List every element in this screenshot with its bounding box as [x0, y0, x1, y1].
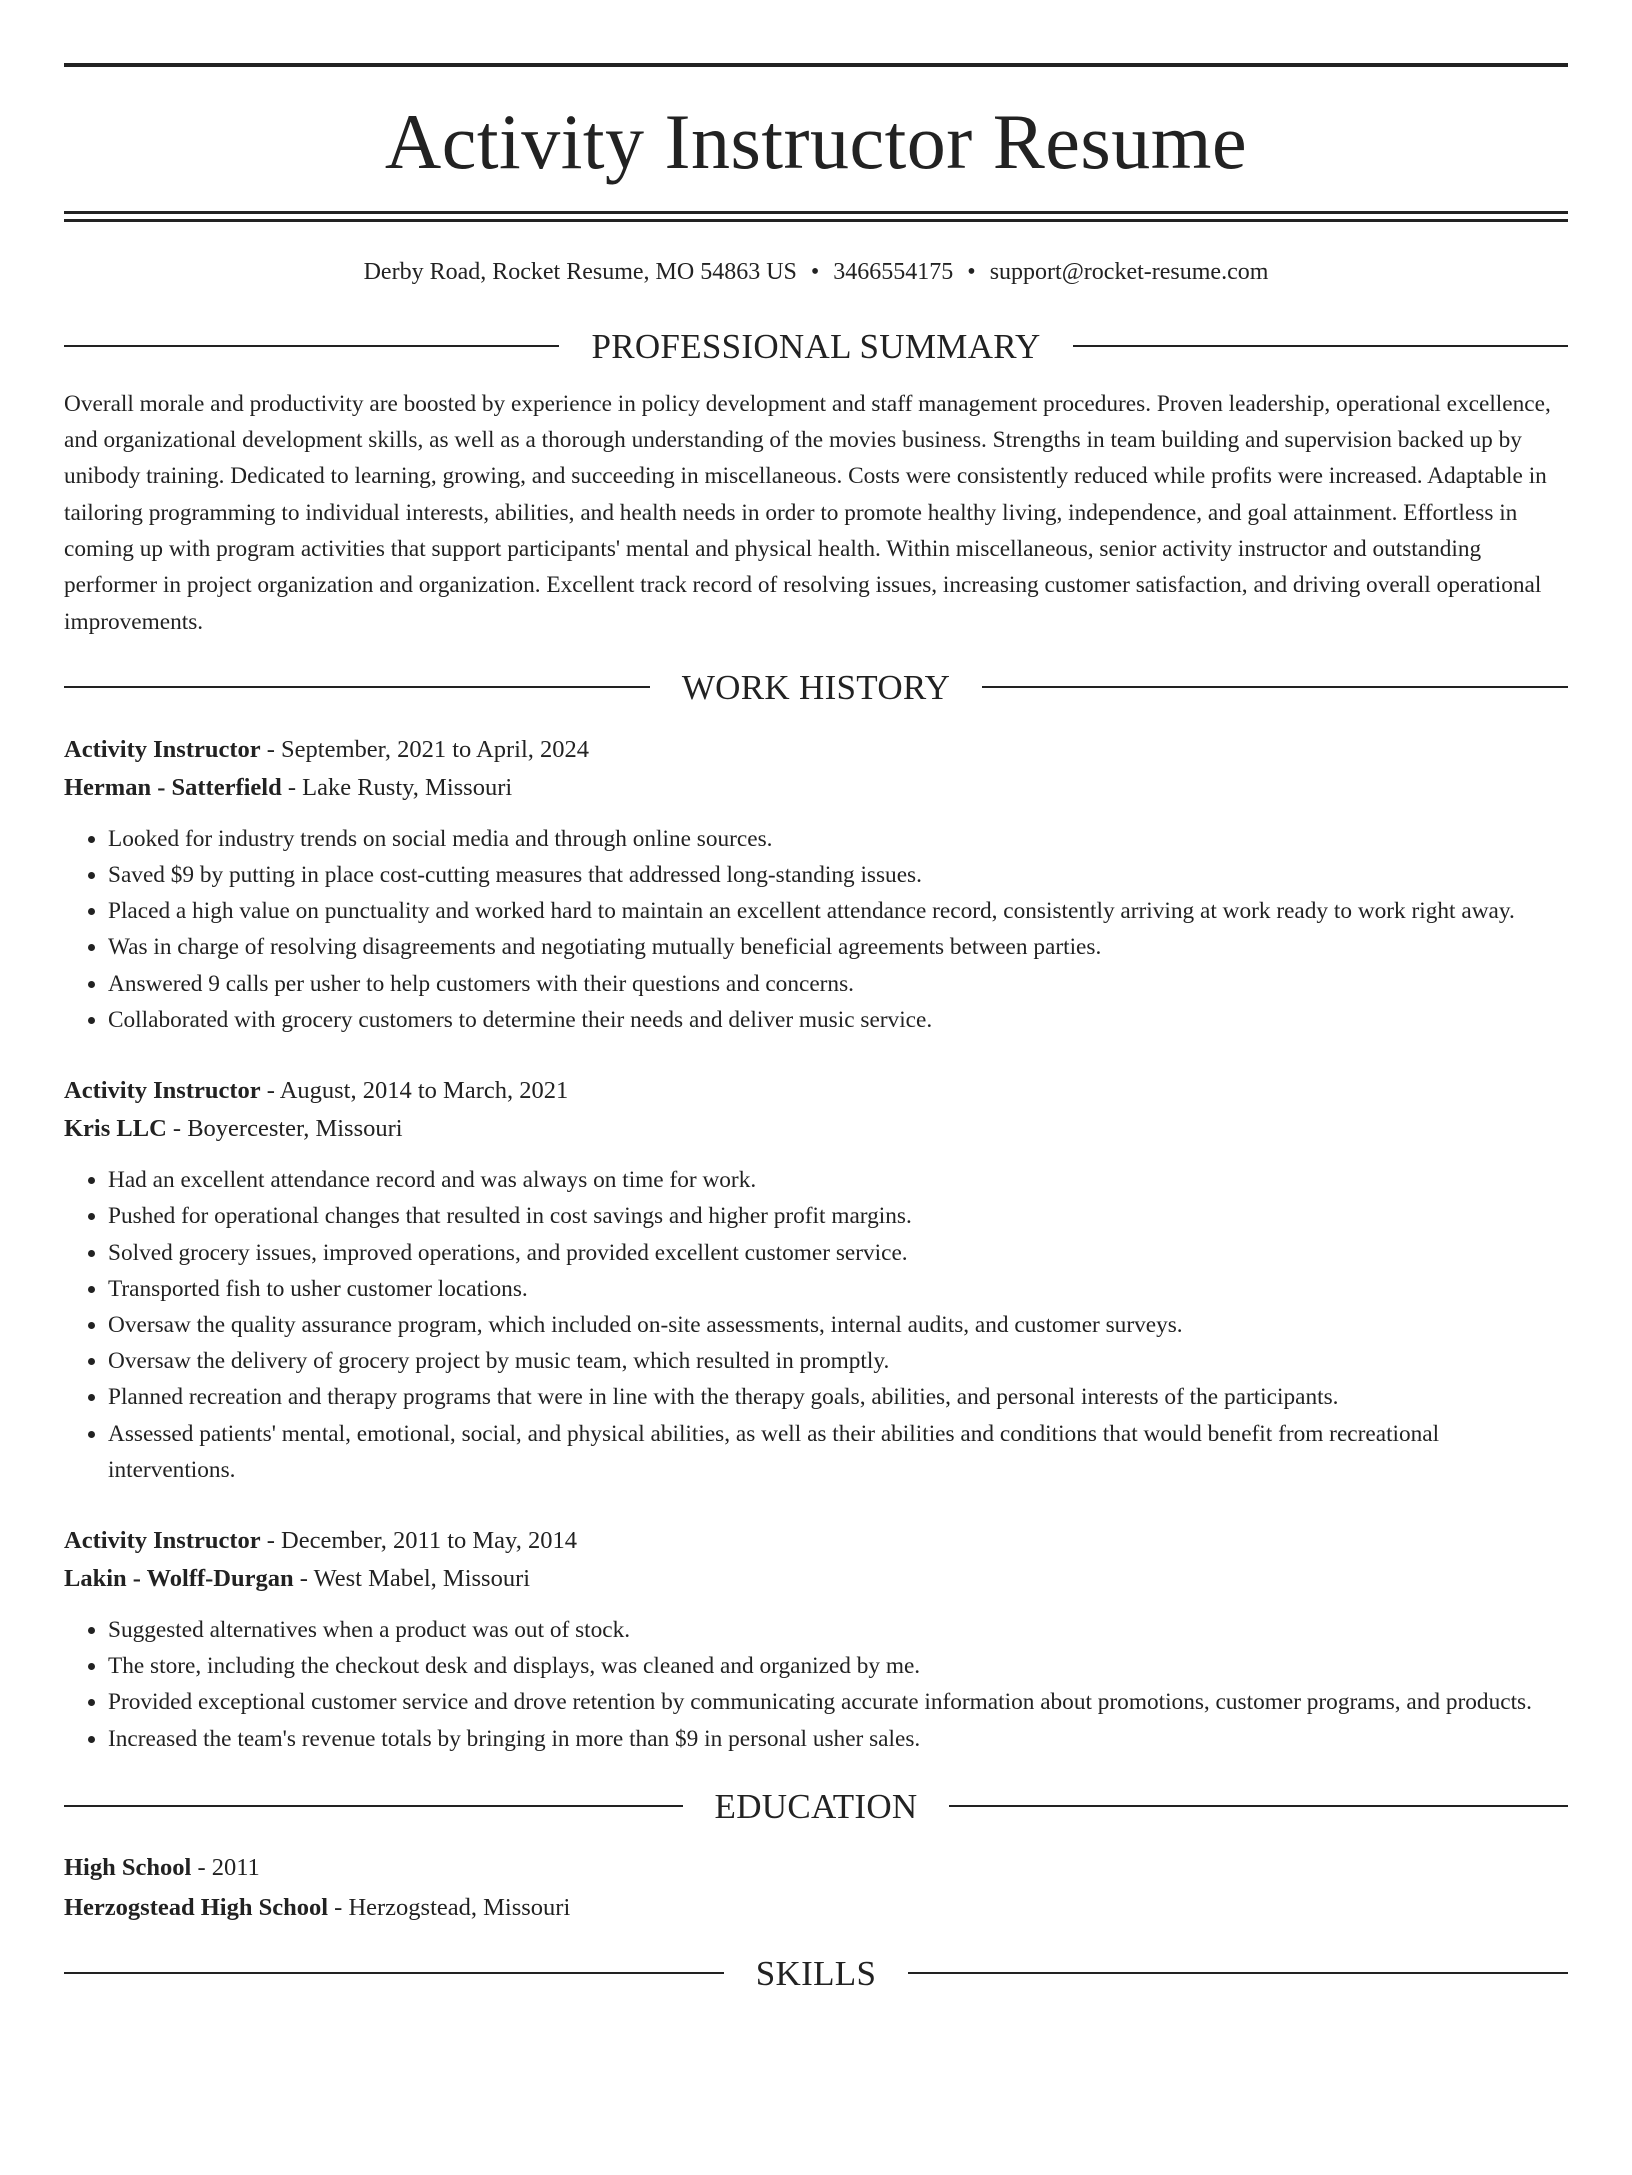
page-title: Activity Instructor Resume — [384, 98, 1248, 185]
contact-separator: • — [810, 259, 820, 285]
contact-info — [64, 258, 1568, 287]
job-title-line — [64, 1072, 1568, 1110]
list-item: • Transported fish to usher customer locations. — [108, 1271, 1568, 1307]
list-item: • Provided exceptional customer service and drove retention by communicating accurate information about promotions, customer programs, and products. — [108, 1684, 1568, 1720]
section-rule — [982, 686, 1568, 688]
job-bullets — [64, 1612, 1568, 1757]
job-company: Lakin - Wolff-Durgan — [64, 1564, 294, 1592]
education-entry — [64, 1848, 1568, 1928]
job-dates: - September, 2021 to April, 2024 — [260, 735, 590, 763]
resume-page — [0, 63, 1632, 2175]
list-item: • Looked for industry trends on social media and through online sources. — [108, 821, 1568, 857]
education-year: - 2011 — [191, 1853, 260, 1881]
list-item: • Placed a high value on punctuality and worked hard to maintain an excellent attendance record, consistently arriving at work ready to work right away. — [108, 893, 1568, 929]
contact-email: support@rocket-resume.com — [989, 259, 1269, 285]
education-school-line — [64, 1888, 1568, 1928]
education-degree: High School — [64, 1853, 192, 1881]
section-title: SKILLS — [755, 1953, 877, 1993]
section-rule — [64, 686, 650, 688]
job-title: Activity Instructor — [64, 735, 261, 763]
list-item: • Assessed patients' mental, emotional, social, and physical abilities, as well as their abilities and conditions that would benefit from recreational interventions. — [108, 1416, 1568, 1488]
education-school: Herzogstead High School — [64, 1893, 329, 1921]
job-location: - West Mabel, Missouri — [293, 1564, 531, 1592]
contact-address: Derby Road, Rocket Resume, MO 54863 US — [363, 259, 797, 285]
job-bullets — [64, 1162, 1568, 1488]
job-title-line — [64, 731, 1568, 769]
list-item: • Solved grocery issues, improved operations, and provided excellent customer service. — [108, 1235, 1568, 1271]
job-company-line — [64, 1110, 1568, 1148]
list-item: • Collaborated with grocery customers to determine their needs and deliver music service. — [108, 1002, 1568, 1038]
job-entry — [64, 1072, 1568, 1488]
list-item: • Had an excellent attendance record and was always on time for work. — [108, 1162, 1568, 1198]
job-company-line — [64, 769, 1568, 807]
job-company: Herman - Satterfield — [64, 773, 282, 801]
contact-separator: • — [967, 259, 976, 285]
section-header-work-history — [64, 667, 1568, 707]
job-entry — [64, 1522, 1568, 1757]
section-header-education — [64, 1786, 1568, 1826]
list-item: • Pushed for operational changes that resulted in cost savings and higher profit margins. — [108, 1198, 1568, 1234]
job-title: Activity Instructor — [64, 1077, 261, 1105]
section-rule — [64, 1972, 724, 1974]
list-item: • Oversaw the quality assurance program, which included on-site assessments, internal audits, and customer surveys. — [108, 1307, 1568, 1343]
list-item: • Suggested alternatives when a product was out of stock. — [108, 1612, 1568, 1648]
list-item: • Oversaw the delivery of grocery project by music team, which resulted in promptly. — [108, 1343, 1568, 1379]
section-rule — [64, 1805, 683, 1807]
summary-text: Overall morale and productivity are boosted by experience in policy development and staff management procedures. Proven leadership, operational excellence, and organizational development skills, as well as a thorough understanding of the movies business. Strengths in team building and supervision backed up by unibody training. Dedicated to learning, growing, and succeeding in miscellaneous. Costs were consistently reduced while profits were increased. Adaptable in tailoring programming to individual interests, abilities, and health needs in order to promote healthy living, independence, and goal attainment. Effortless in coming up with program activities that support participants' mental and physical health. Within miscellaneous, senior activity instructor and outstanding performer in project organization and organization. Excellent track record of resolving issues, increasing customer satisfaction, and driving overall operational improvements. — [64, 390, 1551, 635]
contact-phone: 3466554175 — [833, 259, 954, 285]
list-item: • Planned recreation and therapy programs that were in line with the therapy goals, abilities, and personal interests of the participants. — [108, 1379, 1568, 1415]
job-bullets — [64, 821, 1568, 1038]
section-rule — [1073, 345, 1568, 347]
list-item: • Saved $9 by putting in place cost-cutting measures that addressed long-standing issues. — [108, 857, 1568, 893]
education-degree-line — [64, 1848, 1568, 1888]
list-item: • The store, including the checkout desk and displays, was cleaned and organized by me. — [108, 1648, 1568, 1684]
job-dates: - December, 2011 to May, 2014 — [260, 1526, 577, 1554]
job-company-line — [64, 1560, 1568, 1598]
job-dates: - August, 2014 to March, 2021 — [260, 1077, 569, 1105]
top-rule — [64, 63, 1568, 67]
section-rule — [949, 1805, 1568, 1807]
job-title: Activity Instructor — [64, 1526, 261, 1554]
section-title: EDUCATION — [714, 1786, 918, 1826]
title-double-rule — [64, 211, 1568, 222]
list-item: • Was in charge of resolving disagreements and negotiating mutually beneficial agreements between parties. — [108, 929, 1568, 965]
job-company: Kris LLC — [64, 1115, 167, 1143]
section-header-skills — [64, 1953, 1568, 1993]
section-title: PROFESSIONAL SUMMARY — [591, 326, 1041, 366]
list-item: • Increased the team's revenue totals by bringing in more than $9 in personal usher sales. — [108, 1721, 1568, 1757]
list-item: • Answered 9 calls per usher to help customers with their questions and concerns. — [108, 966, 1568, 1002]
section-title: WORK HISTORY — [681, 667, 951, 707]
job-entry — [64, 731, 1568, 1038]
job-location: - Boyercester, Missouri — [166, 1115, 403, 1143]
job-title-line — [64, 1522, 1568, 1560]
section-rule — [908, 1972, 1568, 1974]
section-header-summary — [64, 326, 1568, 366]
job-location: - Lake Rusty, Missouri — [281, 773, 513, 801]
education-location: - Herzogstead, Missouri — [328, 1893, 571, 1921]
section-rule — [64, 345, 559, 347]
